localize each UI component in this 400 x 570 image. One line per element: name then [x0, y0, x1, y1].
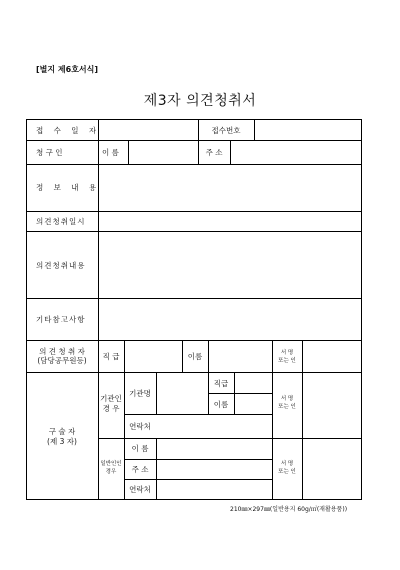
cell-divider — [128, 140, 129, 164]
institution-position-label: 직급 — [213, 379, 229, 388]
cell-divider — [302, 372, 303, 500]
row-divider — [124, 479, 272, 480]
institution-signature-label-sub: 또는 인 — [278, 404, 296, 410]
row-divider — [26, 140, 362, 141]
institution-label-sub: 경 우 — [102, 404, 120, 413]
cell-divider — [156, 438, 157, 500]
row-divider — [26, 298, 362, 299]
address-label: 주 소 — [205, 148, 223, 157]
hearing-date-label: 의견청취일시 — [36, 217, 86, 226]
signature-label: 서 명 — [280, 350, 294, 356]
institution-person-name-label: 이름 — [213, 400, 229, 409]
individual-signature-label: 서 명 — [280, 461, 294, 467]
signature-label-sub: 또는 인 — [278, 358, 296, 364]
cell-divider — [156, 372, 157, 414]
institution-name-label: 기관명 — [129, 389, 151, 398]
cell-divider — [272, 372, 273, 500]
statement-label: 구 술 자 — [48, 427, 76, 436]
individual-contact-label: 연락처 — [129, 485, 151, 494]
position-label: 직 급 — [102, 352, 120, 361]
institution-signature-label: 서 명 — [280, 396, 294, 402]
name-label: 이 름 — [102, 148, 119, 157]
row-divider — [124, 459, 272, 460]
receipt-date-label: 접 수 일 자 — [36, 126, 101, 135]
receipt-number-label: 접수번호 — [211, 126, 241, 135]
row-divider — [26, 231, 362, 232]
cell-divider — [302, 340, 303, 372]
form-number: [별지 제6호서식] — [36, 65, 99, 74]
listener-label-sub: (담당공무원등) — [37, 356, 87, 365]
individual-label: 일반인인 — [100, 461, 122, 467]
cell-divider — [230, 140, 231, 164]
institution-contact-label: 연락처 — [129, 422, 151, 431]
listener-label: 의 견 청 취 자 — [39, 347, 85, 356]
row-divider — [26, 164, 362, 165]
individual-name-label: 이 름 — [131, 444, 149, 453]
statement-label-sub: (제 3 자) — [47, 437, 77, 446]
row-divider — [26, 372, 362, 373]
form-title: 제3자 의견청취서 — [143, 93, 257, 109]
cell-divider — [124, 340, 125, 372]
cell-divider — [234, 372, 235, 414]
listener-name-label: 이름 — [187, 352, 203, 361]
requester-label: 청 구 인 — [36, 148, 63, 157]
row-divider — [26, 211, 362, 212]
other-notes-label: 기타참고사항 — [36, 315, 86, 324]
individual-label-sub: 경우 — [105, 469, 117, 475]
row-divider — [208, 393, 272, 394]
label-column-divider — [98, 119, 99, 340]
row-divider — [26, 340, 362, 341]
row-divider — [124, 414, 272, 415]
cell-divider — [254, 119, 255, 140]
individual-signature-label-sub: 또는 인 — [278, 469, 296, 475]
hearing-content-label: 의견청취내용 — [36, 261, 86, 270]
paper-spec: 210㎜×297㎜(일반용지 60g/㎡(재활용품)) — [230, 506, 348, 513]
individual-address-label: 주 소 — [131, 465, 149, 474]
cell-divider — [208, 340, 209, 372]
institution-label: 기관인 — [100, 394, 122, 403]
info-content-label: 정 보 내 용 — [36, 183, 101, 192]
row-divider — [98, 438, 362, 439]
cell-divider — [98, 372, 99, 500]
